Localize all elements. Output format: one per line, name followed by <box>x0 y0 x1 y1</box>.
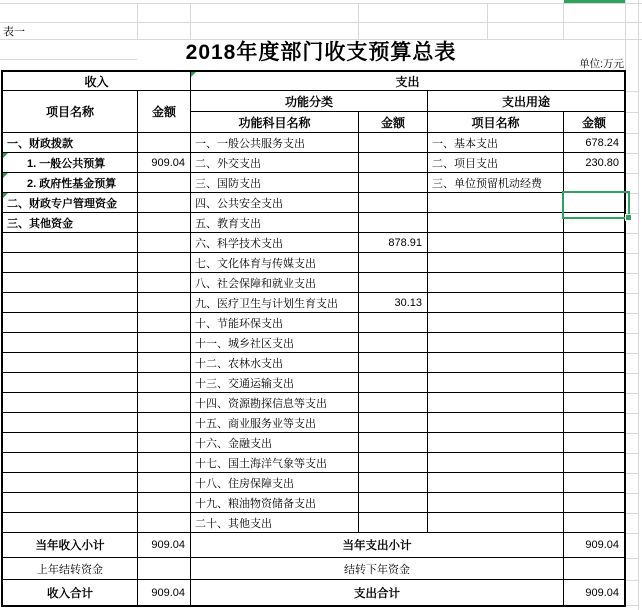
function-amount-cell[interactable] <box>359 453 428 473</box>
purpose-group-header[interactable]: 支出用途 <box>428 91 624 112</box>
function-name-cell[interactable]: 三、国防支出 <box>191 173 359 193</box>
income-name-cell[interactable] <box>3 493 138 513</box>
function-amount-cell[interactable] <box>359 153 428 173</box>
gridline <box>0 22 642 23</box>
gridline <box>626 533 638 534</box>
function-amount-cell[interactable] <box>359 473 428 493</box>
purpose-name-cell[interactable] <box>428 313 564 333</box>
purpose-amount-cell[interactable] <box>564 353 624 373</box>
purpose-name-cell[interactable] <box>428 453 564 473</box>
income-amount-cell[interactable] <box>138 193 191 213</box>
gridline <box>626 333 638 334</box>
purpose-amount-cell[interactable] <box>564 453 624 473</box>
expense-section-header[interactable] <box>191 72 624 91</box>
function-amount-cell[interactable] <box>359 213 428 233</box>
income-amount-cell[interactable] <box>138 293 191 313</box>
purpose-name-cell[interactable]: 一、基本支出 <box>428 133 564 153</box>
income-name-cell[interactable] <box>3 273 138 293</box>
gridline <box>626 153 638 154</box>
gridline <box>626 273 638 274</box>
income-name-cell[interactable] <box>3 253 138 273</box>
expense-total-label-cell[interactable]: 当年支出小计 <box>191 533 564 558</box>
function-amount-cell[interactable] <box>359 413 428 433</box>
income-amount-cell[interactable] <box>138 273 191 293</box>
income-name-cell[interactable] <box>3 353 138 373</box>
income-total-amount-cell[interactable] <box>138 558 191 580</box>
income-amount-cell[interactable] <box>138 413 191 433</box>
income-name-cell[interactable] <box>3 413 138 433</box>
income-name-cell[interactable]: 二、财政专户管理资金 <box>3 193 138 213</box>
budget-table <box>1 70 626 607</box>
purpose-amount-cell[interactable] <box>564 393 624 413</box>
gridline <box>563 2 564 39</box>
income-name-col-header[interactable]: 项目名称 <box>3 91 138 133</box>
purpose-name-cell[interactable] <box>428 433 564 453</box>
income-amount-cell[interactable] <box>138 233 191 253</box>
purpose-name-cell[interactable] <box>428 253 564 273</box>
function-amount-col-header[interactable]: 金额 <box>359 112 428 133</box>
purpose-amount-cell[interactable] <box>564 233 624 253</box>
income-name-cell[interactable] <box>3 393 138 413</box>
expense-total-amount-cell[interactable] <box>564 558 624 580</box>
income-total-label-cell[interactable]: 收入合计 <box>3 580 138 605</box>
function-name-cell[interactable]: 六、科学技术支出 <box>191 233 359 253</box>
function-name-cell[interactable]: 九、医疗卫生与计划生育支出 <box>191 293 359 313</box>
purpose-name-cell[interactable] <box>428 493 564 513</box>
function-amount-cell[interactable] <box>359 373 428 393</box>
error-indicator-icon <box>191 72 196 77</box>
purpose-name-cell[interactable] <box>428 293 564 313</box>
purpose-name-cell[interactable]: 二、项目支出 <box>428 153 564 173</box>
function-name-cell[interactable]: 十、节能环保支出 <box>191 313 359 333</box>
function-amount-cell[interactable] <box>359 433 428 453</box>
income-name-cell[interactable] <box>3 473 138 493</box>
income-total-label-cell[interactable]: 上年结转资金 <box>3 558 138 580</box>
income-section-header[interactable]: 收入 <box>3 72 191 91</box>
error-indicator-icon <box>3 153 8 158</box>
function-name-cell[interactable]: 二、外交支出 <box>191 153 359 173</box>
income-amount-cell[interactable] <box>138 373 191 393</box>
gridline <box>626 373 638 374</box>
purpose-amount-cell[interactable] <box>564 493 624 513</box>
function-amount-cell[interactable]: 878.91 <box>359 233 428 253</box>
income-name-cell[interactable] <box>3 333 138 353</box>
function-name-cell[interactable]: 十四、资源勘探信息等支出 <box>191 393 359 413</box>
income-name-cell[interactable]: 1. 一般公共预算 <box>3 153 138 173</box>
purpose-name-cell[interactable] <box>428 473 564 493</box>
offscreen-selection-edge <box>564 0 625 3</box>
gridline <box>626 473 638 474</box>
purpose-name-cell[interactable] <box>428 273 564 293</box>
income-amount-cell[interactable] <box>138 213 191 233</box>
income-amount-col-header[interactable]: 金额 <box>138 91 191 133</box>
income-amount-cell[interactable] <box>138 353 191 373</box>
function-name-cell[interactable]: 四、公共安全支出 <box>191 193 359 213</box>
income-amount-cell[interactable] <box>138 493 191 513</box>
income-amount-cell[interactable] <box>138 173 191 193</box>
income-amount-cell[interactable] <box>138 393 191 413</box>
function-name-cell[interactable]: 十二、农林水支出 <box>191 353 359 373</box>
purpose-amount-col-header[interactable]: 金额 <box>564 112 624 133</box>
purpose-amount-cell[interactable]: 230.80 <box>564 153 624 173</box>
gridline <box>626 173 638 174</box>
purpose-name-cell[interactable] <box>428 333 564 353</box>
function-name-cell[interactable]: 二十、其他支出 <box>191 513 359 533</box>
income-amount-cell[interactable] <box>138 253 191 273</box>
function-name-cell[interactable]: 八、社会保障和就业支出 <box>191 273 359 293</box>
gridline <box>487 3 488 39</box>
income-name-cell[interactable]: 2. 政府性基金预算 <box>3 173 138 193</box>
gridline <box>626 453 638 454</box>
gridline <box>626 253 638 254</box>
income-name-cell[interactable] <box>3 293 138 313</box>
purpose-name-cell[interactable] <box>428 513 564 533</box>
gridline <box>0 3 642 4</box>
function-amount-cell[interactable] <box>359 313 428 333</box>
gridline <box>626 353 638 354</box>
sheet-corner-label[interactable]: 表一 <box>3 26 25 38</box>
function-amount-cell[interactable] <box>359 333 428 353</box>
income-amount-cell[interactable] <box>138 513 191 533</box>
expense-total-label-cell[interactable]: 支出合计 <box>191 580 564 605</box>
purpose-name-cell[interactable] <box>428 193 564 213</box>
gridline <box>638 0 639 610</box>
gridline <box>190 3 191 39</box>
error-indicator-icon <box>3 193 8 198</box>
gridline <box>626 393 638 394</box>
gridline <box>626 133 638 134</box>
gridline <box>137 3 138 39</box>
purpose-amount-cell[interactable] <box>564 253 624 273</box>
function-group-header[interactable]: 功能分类 <box>191 91 428 112</box>
selected-cell-outline[interactable] <box>562 191 630 219</box>
gridline <box>626 513 638 514</box>
expense-section-label: 支出 <box>395 74 420 89</box>
purpose-amount-cell[interactable] <box>564 373 624 393</box>
function-amount-cell[interactable] <box>359 513 428 533</box>
purpose-name-cell[interactable]: 三、单位预留机动经费 <box>428 173 564 193</box>
gridline <box>626 493 638 494</box>
function-amount-cell[interactable] <box>359 393 428 413</box>
purpose-amount-cell[interactable] <box>564 273 624 293</box>
income-name-cell[interactable] <box>3 433 138 453</box>
gridline <box>626 413 638 414</box>
gridline <box>626 112 638 113</box>
income-amount-cell[interactable] <box>138 433 191 453</box>
function-name-cell[interactable]: 十七、国土海洋气象等支出 <box>191 453 359 473</box>
purpose-name-cell[interactable] <box>428 413 564 433</box>
gridline <box>626 91 638 92</box>
function-amount-cell[interactable] <box>359 193 428 213</box>
purpose-amount-cell[interactable] <box>564 413 624 433</box>
purpose-amount-cell[interactable]: 678.24 <box>564 133 624 153</box>
function-name-cell[interactable]: 十八、住房保障支出 <box>191 473 359 493</box>
gridline <box>626 580 638 581</box>
function-name-col-header[interactable]: 功能科目名称 <box>191 112 359 133</box>
income-total-amount-cell[interactable]: 909.04 <box>138 580 191 605</box>
income-amount-cell[interactable]: 909.04 <box>138 153 191 173</box>
gridline <box>626 605 638 606</box>
function-amount-cell[interactable] <box>359 253 428 273</box>
gridline <box>626 558 638 559</box>
gridline <box>626 433 638 434</box>
purpose-amount-cell[interactable] <box>564 173 624 193</box>
purpose-name-cell[interactable] <box>428 213 564 233</box>
gridline <box>358 3 359 39</box>
purpose-name-cell[interactable] <box>428 393 564 413</box>
income-amount-cell[interactable] <box>138 313 191 333</box>
income-amount-cell[interactable] <box>138 453 191 473</box>
purpose-amount-cell[interactable] <box>564 293 624 313</box>
income-total-label-cell[interactable]: 当年收入小计 <box>3 533 138 558</box>
income-name-cell[interactable] <box>3 313 138 333</box>
income-name-cell[interactable]: 三、其他资金 <box>3 213 138 233</box>
purpose-amount-cell[interactable] <box>564 473 624 493</box>
purpose-amount-cell[interactable] <box>564 313 624 333</box>
purpose-name-cell[interactable] <box>428 233 564 253</box>
expense-total-amount-cell[interactable]: 909.04 <box>585 586 619 599</box>
function-amount-cell[interactable] <box>359 353 428 373</box>
function-name-cell[interactable]: 十三、交通运输支出 <box>191 373 359 393</box>
gridline <box>626 293 638 294</box>
income-amount-cell[interactable] <box>138 473 191 493</box>
function-name-cell[interactable]: 一、一般公共服务支出 <box>191 133 359 153</box>
purpose-name-cell[interactable] <box>428 353 564 373</box>
expense-total-label-cell[interactable]: 结转下年资金 <box>191 558 564 580</box>
income-amount-cell[interactable] <box>138 333 191 353</box>
function-name-cell[interactable]: 五、教育支出 <box>191 213 359 233</box>
function-name-cell[interactable]: 七、文化体育与传媒支出 <box>191 253 359 273</box>
gridline <box>626 313 638 314</box>
income-amount-cell[interactable] <box>138 133 191 153</box>
income-name-cell[interactable] <box>3 373 138 393</box>
error-indicator-icon <box>3 173 8 178</box>
income-name-cell[interactable] <box>3 453 138 473</box>
income-name-cell[interactable] <box>3 233 138 253</box>
function-name-cell[interactable]: 十九、粮油物资储备支出 <box>191 493 359 513</box>
function-amount-cell[interactable] <box>359 173 428 193</box>
function-name-cell[interactable]: 十五、商业服务业等支出 <box>191 413 359 433</box>
gridline <box>626 233 638 234</box>
purpose-amount-cell[interactable] <box>564 433 624 453</box>
unit-note: 单位:万元 <box>579 58 624 70</box>
function-name-cell[interactable]: 十一、城乡社区支出 <box>191 333 359 353</box>
purpose-name-cell[interactable] <box>428 373 564 393</box>
function-name-cell[interactable]: 十六、金融支出 <box>191 433 359 453</box>
purpose-amount-cell[interactable] <box>564 333 624 353</box>
function-amount-cell[interactable] <box>359 493 428 513</box>
income-total-amount-cell[interactable]: 909.04 <box>138 533 191 558</box>
purpose-amount-cell[interactable] <box>564 513 624 533</box>
fill-handle[interactable] <box>625 214 632 221</box>
purpose-name-col-header[interactable]: 项目名称 <box>428 112 564 133</box>
function-amount-cell[interactable] <box>359 133 428 153</box>
income-name-cell[interactable]: 一、财政拨款 <box>3 133 138 153</box>
function-amount-cell[interactable] <box>359 273 428 293</box>
expense-total-amount-cell[interactable]: 909.04 <box>564 533 624 558</box>
income-name-cell[interactable] <box>3 513 138 533</box>
report-title[interactable]: 2018年度部门收支预算总表 <box>185 41 457 64</box>
function-amount-cell[interactable]: 30.13 <box>359 293 428 313</box>
